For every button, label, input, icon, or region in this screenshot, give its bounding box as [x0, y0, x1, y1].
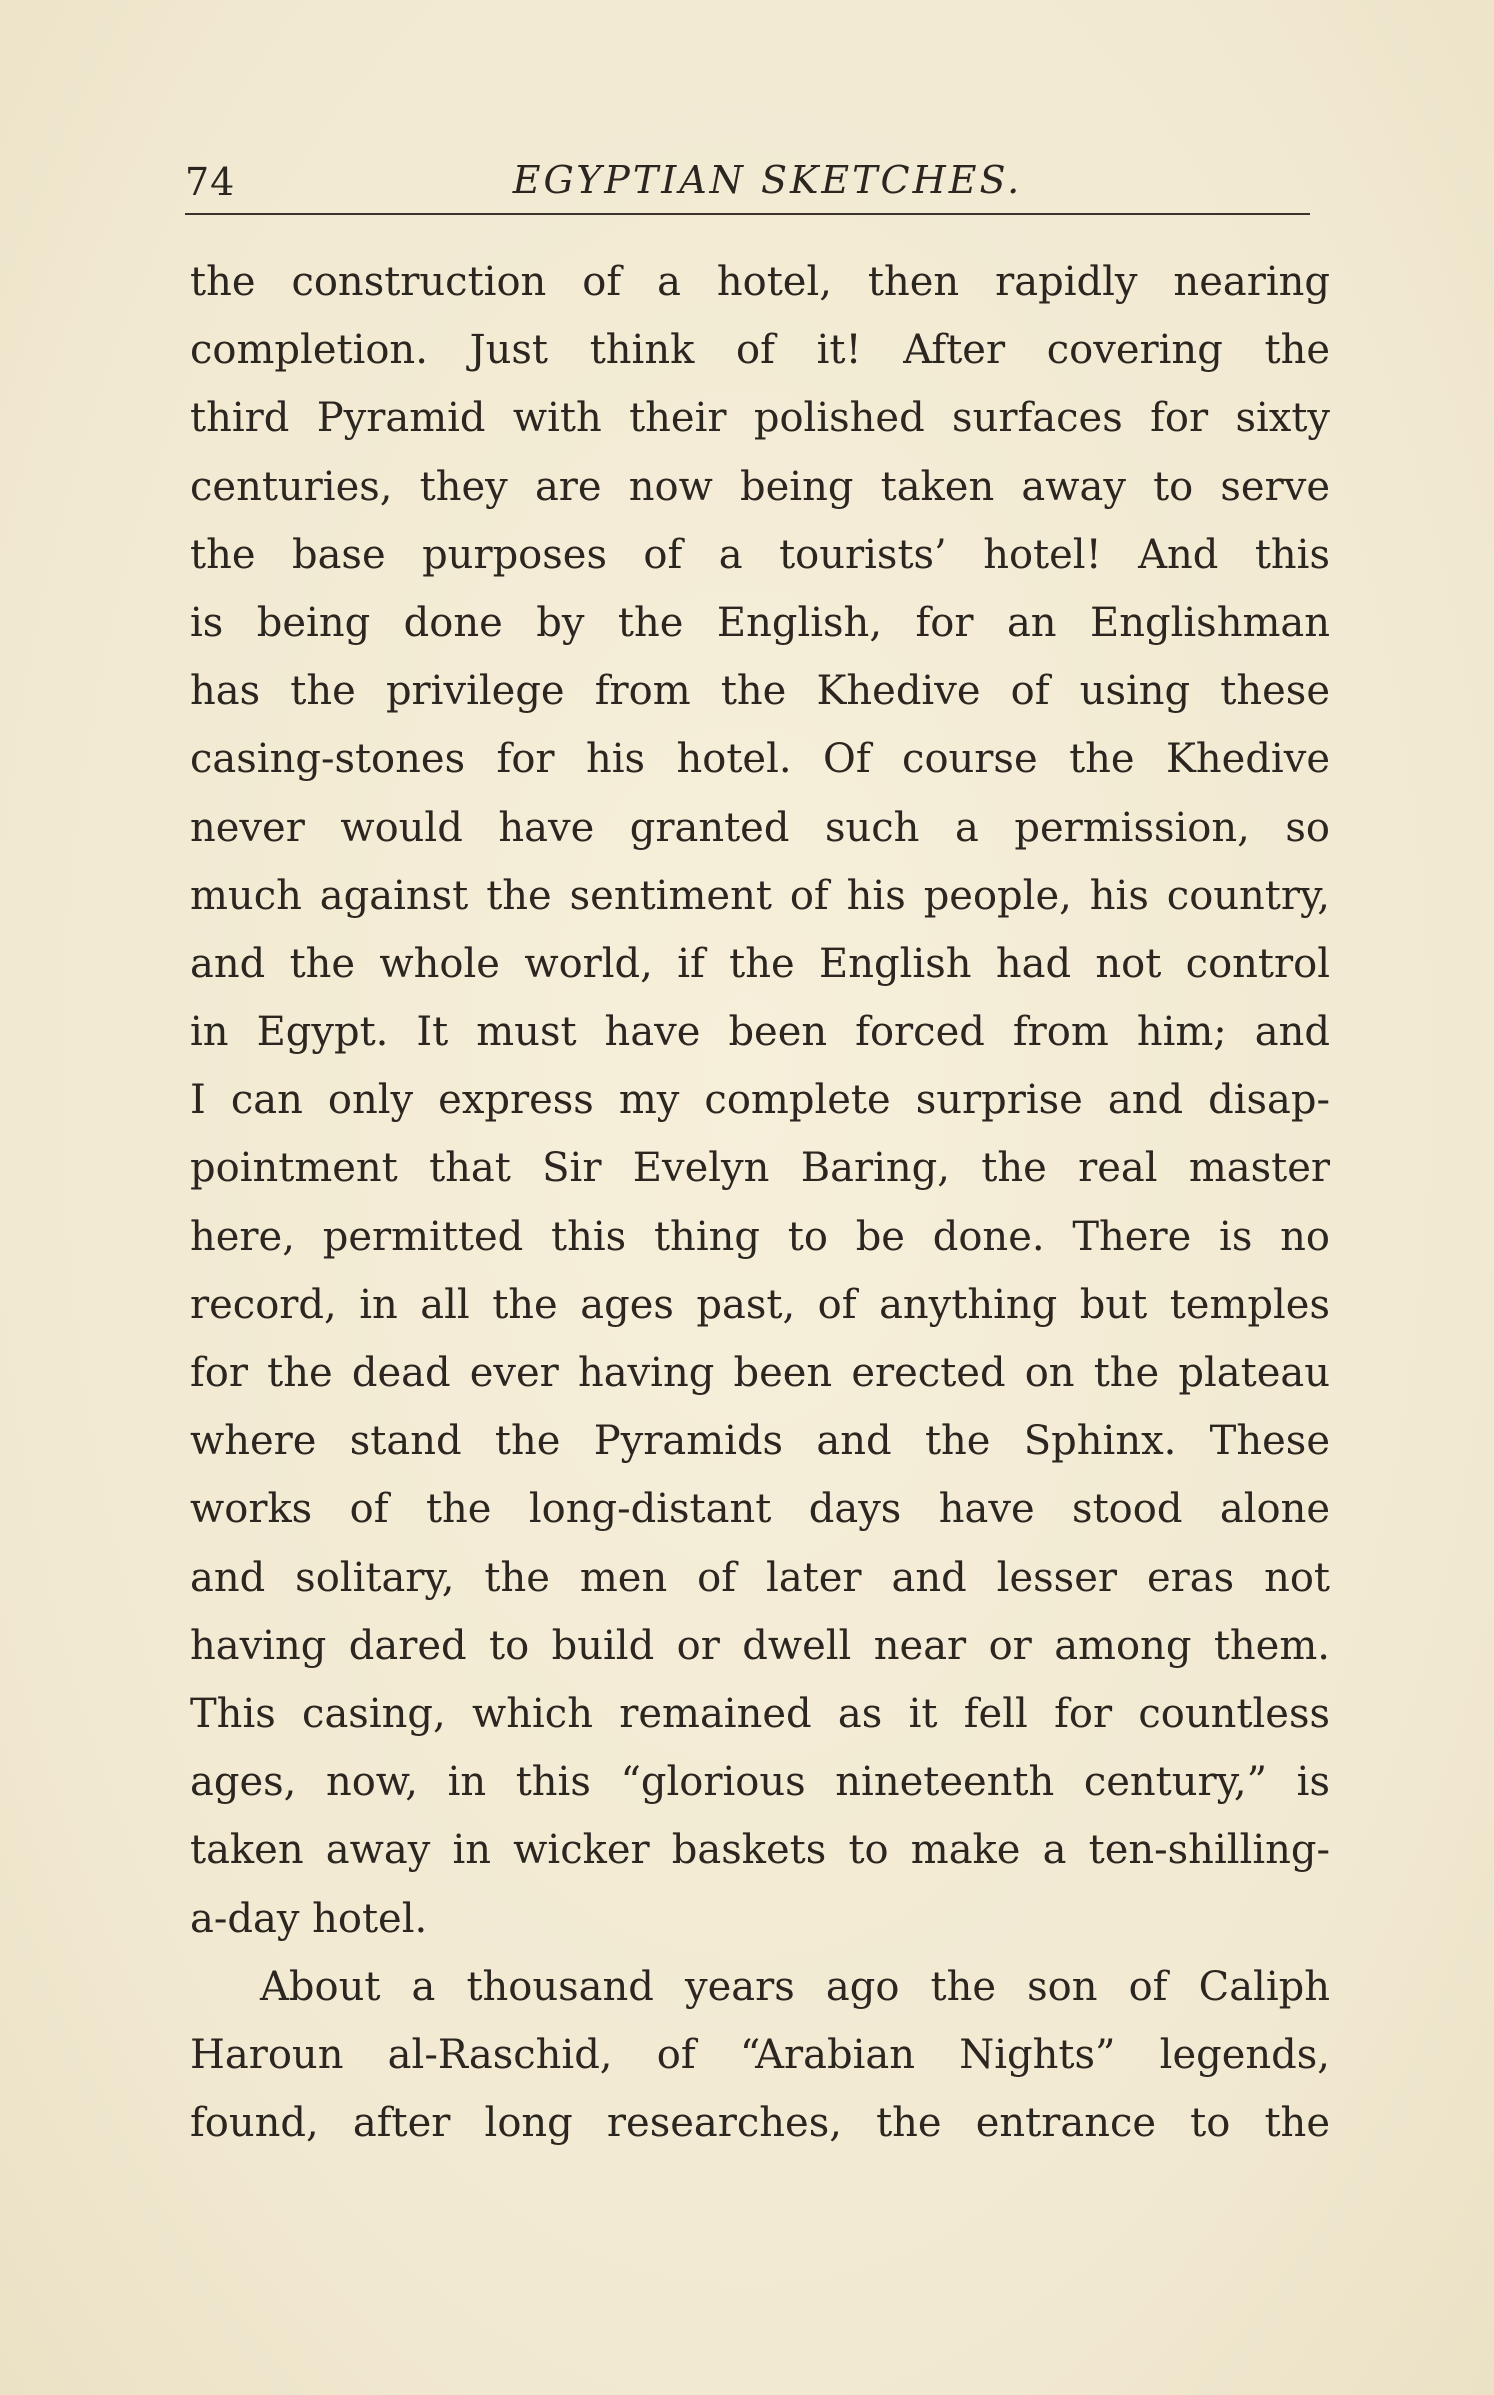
text-line: taken away in wicker baskets to make a ten-shilling- — [190, 1827, 1330, 1874]
text-line: and solitary, the men of later and lesser eras not — [190, 1554, 1330, 1601]
page-number: 74 — [185, 160, 236, 204]
running-head: EGYPTIAN SKETCHES. — [512, 158, 1023, 202]
text-line: found, after long researches, the entrance to the — [190, 2100, 1330, 2147]
header-rule — [185, 213, 1310, 215]
body-text — [190, 248, 1330, 2157]
text-line: centuries, they are now being taken away to serve — [190, 463, 1330, 510]
paragraph-end-line: a-day hotel. — [190, 1895, 428, 1942]
text-line: in Egypt. It must have been forced from him; and — [190, 1009, 1330, 1056]
text-line: casing-stones for his hotel. Of course the Khedive — [190, 736, 1330, 783]
text-line: where stand the Pyramids and the Sphinx. These — [190, 1418, 1330, 1465]
text-line: the construction of a hotel, then rapidly nearing — [190, 259, 1330, 305]
text-line: ages, now, in this “glorious nineteenth century,” is — [190, 1759, 1330, 1806]
text-line: This casing, which remained as it fell for countless — [190, 1690, 1330, 1737]
text-line: and the whole world, if the English had not control — [190, 940, 1330, 987]
text-line: is being done by the English, for an Englishman — [190, 599, 1330, 646]
text-line: pointment that Sir Evelyn Baring, the real master — [190, 1145, 1330, 1192]
text-line: works of the long-distant days have stood alone — [190, 1486, 1330, 1533]
text-line: here, permitted this thing to be done. There is no — [190, 1213, 1330, 1260]
text-line: for the dead ever having been erected on the plateau — [190, 1350, 1330, 1396]
text-line: Haroun al-Raschid, of “Arabian Nights” legends, — [190, 2031, 1330, 2078]
text-line: the base purposes of a tourists’ hotel! And this — [190, 531, 1330, 578]
text-line: much against the sentiment of his people, his country, — [190, 872, 1330, 919]
text-line: completion. Just think of it! After covering the — [190, 327, 1330, 374]
text-line: having dared to build or dwell near or among them. — [190, 1622, 1330, 1669]
text-line: I can only express my complete surprise and disap- — [190, 1077, 1330, 1124]
page-header — [185, 150, 1310, 210]
paragraph-start-line: About a thousand years ago the son of Caliph — [260, 1963, 1330, 2010]
text-line: never would have granted such a permission, so — [190, 804, 1330, 851]
text-line: has the privilege from the Khedive of using these — [190, 668, 1330, 715]
text-line: third Pyramid with their polished surfaces for sixty — [190, 395, 1330, 442]
text-line: record, in all the ages past, of anything but temples — [190, 1281, 1330, 1328]
